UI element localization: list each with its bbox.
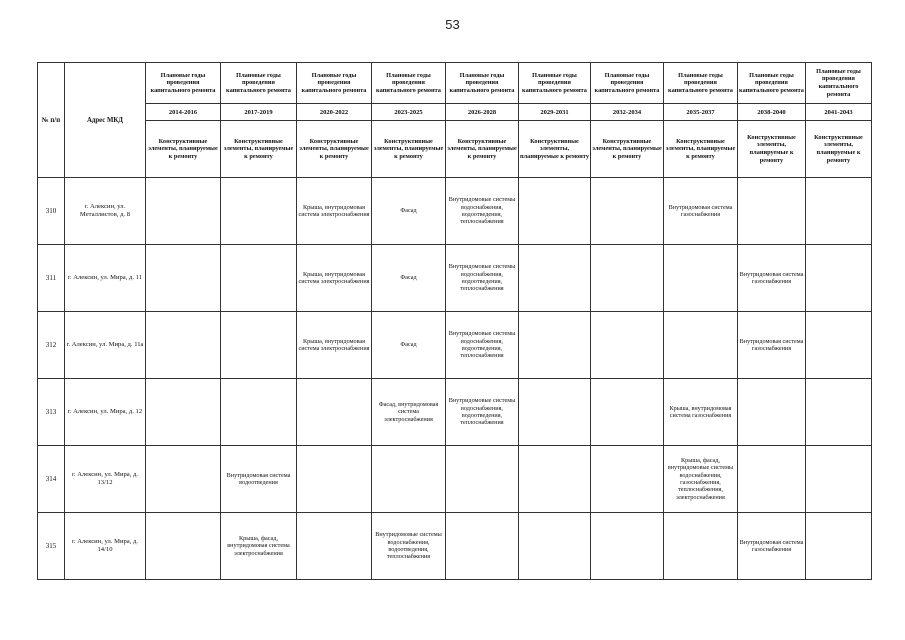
header-period-label: Плановые годы проведения капитального ремонта <box>297 63 372 104</box>
header-years: 2020-2022 <box>297 104 372 121</box>
row-number: 310 <box>38 178 65 245</box>
table-cell <box>146 245 221 312</box>
table-cell <box>146 178 221 245</box>
header-years: 2014-2016 <box>146 104 221 121</box>
table-cell: Фасад <box>372 178 446 245</box>
table-cell: Внутридомовые системы водоснабжения, водоотведения, теплоснабжения <box>446 245 519 312</box>
table-cell: Фасад <box>372 312 446 379</box>
table-cell: Внутридомовые системы водоснабжения, водоотведения, теплоснабжения <box>446 178 519 245</box>
table-cell <box>806 178 872 245</box>
table-cell <box>806 245 872 312</box>
table-cell <box>591 379 664 446</box>
table-cell <box>221 379 297 446</box>
table-cell: Крыша, внутридомовая система электроснабжения <box>297 245 372 312</box>
table-cell <box>591 446 664 513</box>
header-years: 2038-2040 <box>738 104 806 121</box>
row-address: г. Алексин, ул. Мира, д. 11 <box>65 245 146 312</box>
table-cell <box>591 513 664 580</box>
header-elements-label: Конструктивные элементы, планируемые к ремонту <box>372 121 446 178</box>
header-period-label: Плановые годы проведения капитального ремонта <box>664 63 738 104</box>
table-cell: Внутридомовые системы водоснабжения, водоотведения, теплоснабжения <box>446 379 519 446</box>
row-number: 311 <box>38 245 65 312</box>
row-number: 312 <box>38 312 65 379</box>
table-cell <box>738 446 806 513</box>
table-row <box>38 178 872 245</box>
capital-repair-table <box>37 62 872 580</box>
header-num: № п/п <box>38 63 65 178</box>
table-cell <box>146 446 221 513</box>
table-cell <box>519 178 591 245</box>
table-cell: Внутридомовая система водоотведения <box>221 446 297 513</box>
table-cell: Крыша, фасад, внутридомовая система электроснабжения <box>221 513 297 580</box>
table-cell: Крыша, фасад, внутридомовые системы водоснабжения, газоснабжения, теплоснабжения, электроснабжения <box>664 446 738 513</box>
table-body <box>38 178 872 580</box>
table-cell: Внутридомовые системы водоснабжения, водоотведения, теплоснабжения <box>372 513 446 580</box>
table-cell <box>446 446 519 513</box>
header-elements-label: Конструктивные элементы, планируемые к ремонту <box>591 121 664 178</box>
header-period-label: Плановые годы проведения капитального ремонта <box>806 63 872 104</box>
table-cell <box>297 446 372 513</box>
table-cell <box>591 178 664 245</box>
table-cell <box>519 513 591 580</box>
row-number: 313 <box>38 379 65 446</box>
table-cell <box>519 379 591 446</box>
table-cell <box>738 178 806 245</box>
table-cell: Фасад <box>372 245 446 312</box>
table-cell: Внутридомовая система газоснабжения <box>738 513 806 580</box>
table-cell: Внутридомовая система газоснабжения <box>664 178 738 245</box>
table-header <box>38 63 872 178</box>
row-address: г. Алексин, ул. Мира, д. 13/12 <box>65 446 146 513</box>
header-elements-label: Конструктивные элементы, планируемые к ремонту <box>806 121 872 178</box>
table-cell: Внутридомовые системы водоснабжения, водоотведения, теплоснабжения <box>446 312 519 379</box>
table-row <box>38 312 872 379</box>
table-row <box>38 379 872 446</box>
table-cell: Крыша, внутридомовая система электроснабжения <box>297 312 372 379</box>
table-cell <box>146 379 221 446</box>
header-period-label: Плановые годы проведения капитального ремонта <box>372 63 446 104</box>
header-years: 2026-2028 <box>446 104 519 121</box>
header-years: 2017-2019 <box>221 104 297 121</box>
table-cell <box>591 245 664 312</box>
table-cell <box>664 513 738 580</box>
header-period-label: Плановые годы проведения капитального ремонта <box>591 63 664 104</box>
table-cell <box>519 245 591 312</box>
table-cell <box>806 446 872 513</box>
row-number: 315 <box>38 513 65 580</box>
row-address: г. Алексин, ул. Мира, д. 14/10 <box>65 513 146 580</box>
header-elements-label: Конструктивные элементы, планируемые к ремонту <box>446 121 519 178</box>
table-cell <box>664 312 738 379</box>
table-cell: Крыша, внутридомовая система газоснабжения <box>664 379 738 446</box>
header-elements-label: Конструктивные элементы, планируемые к ремонту <box>146 121 221 178</box>
header-elements-label: Конструктивные элементы, планируемые к ремонту <box>738 121 806 178</box>
header-period-label: Плановые годы проведения капитального ремонта <box>221 63 297 104</box>
header-period-label: Плановые годы проведения капитального ремонта <box>146 63 221 104</box>
table-cell: Внутридомовая система газоснабжения <box>738 245 806 312</box>
row-address: г. Алексин, ул. Мира, д. 12 <box>65 379 146 446</box>
table-cell <box>664 245 738 312</box>
table-row <box>38 245 872 312</box>
table-cell <box>146 312 221 379</box>
page-number: 53 <box>445 17 460 32</box>
table-cell <box>146 513 221 580</box>
table-row <box>38 513 872 580</box>
header-years: 2035-2037 <box>664 104 738 121</box>
header-elements-label: Конструктивные элементы, планируемые к ремонту <box>664 121 738 178</box>
table-cell: Внутридомовая система газоснабжения <box>738 312 806 379</box>
table-cell <box>519 312 591 379</box>
table-cell <box>738 379 806 446</box>
header-period-label: Плановые годы проведения капитального ремонта <box>446 63 519 104</box>
table-cell <box>806 513 872 580</box>
table-cell <box>806 312 872 379</box>
header-address: Адрес МКД <box>65 63 146 178</box>
table-cell <box>591 312 664 379</box>
header-period-label: Плановые годы проведения капитального ремонта <box>738 63 806 104</box>
row-address: г. Алексин, ул. Металлистов, д. 8 <box>65 178 146 245</box>
table-cell: Фасад, внутридомовая система электроснабжения <box>372 379 446 446</box>
row-address: г. Алексин, ул. Мира, д. 11а <box>65 312 146 379</box>
header-elements-label: Конструктивные элементы, планируемые к ремонту <box>519 121 591 178</box>
header-years: 2041-2043 <box>806 104 872 121</box>
table-cell <box>221 245 297 312</box>
table-cell <box>221 178 297 245</box>
header-elements-label: Конструктивные элементы, планируемые к ремонту <box>297 121 372 178</box>
table-cell <box>372 446 446 513</box>
table-cell <box>806 379 872 446</box>
table-cell <box>297 379 372 446</box>
table-row <box>38 446 872 513</box>
header-years: 2029-2031 <box>519 104 591 121</box>
table-cell <box>519 446 591 513</box>
table-cell: Крыша, внутридомовая система электроснабжения <box>297 178 372 245</box>
header-years: 2032-2034 <box>591 104 664 121</box>
table-cell <box>446 513 519 580</box>
table-cell <box>221 312 297 379</box>
row-number: 314 <box>38 446 65 513</box>
table-cell <box>297 513 372 580</box>
header-years: 2023-2025 <box>372 104 446 121</box>
header-elements-label: Конструктивные элементы, планируемые к ремонту <box>221 121 297 178</box>
header-period-label: Плановые годы проведения капитального ремонта <box>519 63 591 104</box>
